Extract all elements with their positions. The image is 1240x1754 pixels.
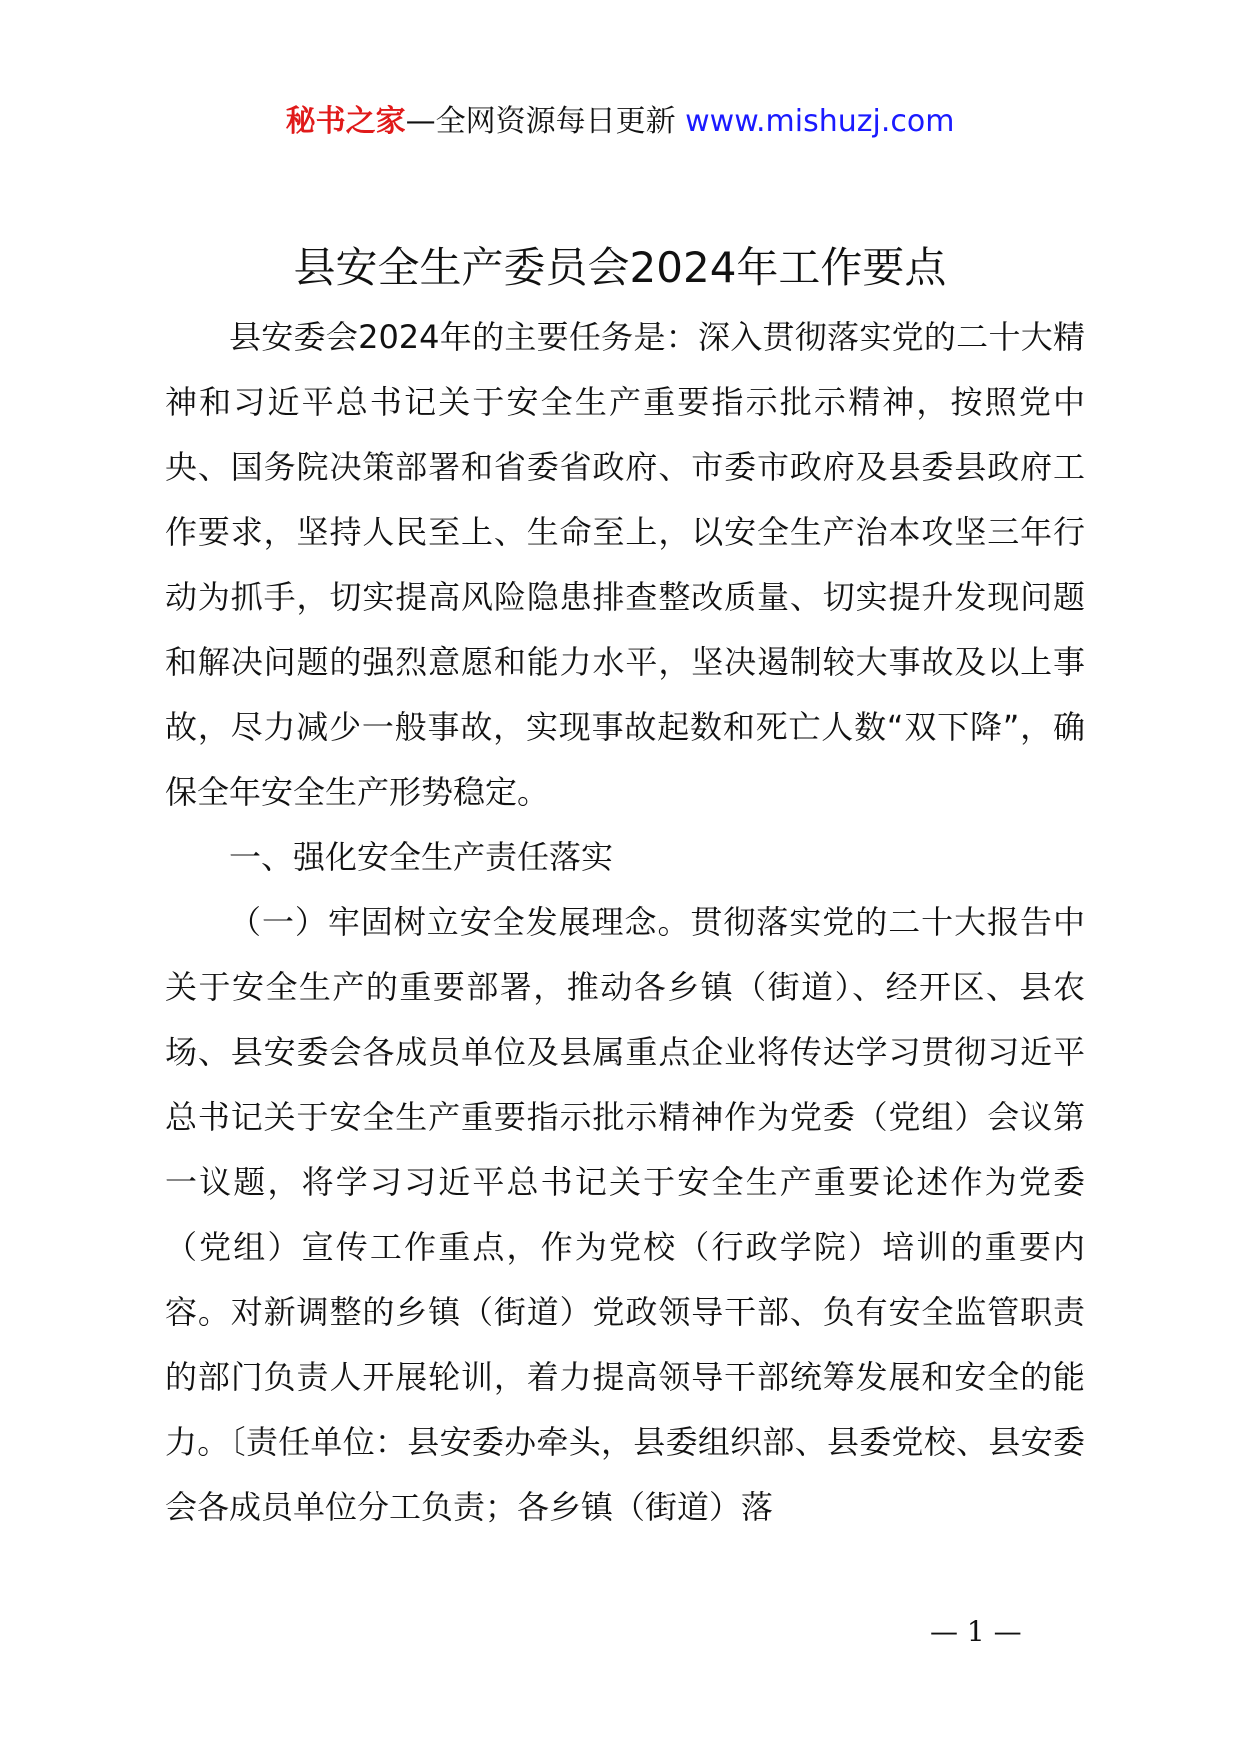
document-title: 县安全生产委员会2024年工作要点 bbox=[293, 243, 947, 292]
site-url-link[interactable]: www.mishuzj.com bbox=[685, 104, 955, 139]
site-brand: 秘书之家 bbox=[285, 104, 406, 139]
section-paragraph: （一）牢固树立安全发展理念。贯彻落实党的二十大报告中关于安全生产的重要部署，推动各乡镇（街道）、经开区、县农场、县安委会各成员单位及县属重点企业将传达学习贯彻习近平总书记关于安全生产重要指示批示精神作为党委（党组）会议第一议题，将学习习近平总书记关于安全生产重要论述作为党委（党组）宣传工作重点，作为党校（行政学院）培训的重要内容。对新调整的乡镇（街道）党政领导干部、负有安全监管职责的部门负责人开展轮训，着力提高领导干部统筹发展和安全的能力。〔责任单位：县安委办牵头，县委组织部、县委党校、县安委会各成员单位分工负责；各乡镇（街道）落 bbox=[165, 903, 1085, 1526]
site-banner bbox=[0, 100, 1240, 144]
document-body bbox=[165, 305, 1085, 1540]
section-heading: 一、强化安全生产责任落实 bbox=[229, 838, 614, 876]
page-number: — 1 — bbox=[930, 1615, 1022, 1648]
site-slogan: —全网资源每日更新 bbox=[405, 104, 686, 139]
intro-paragraph: 县安委会2024年的主要任务是：深入贯彻落实党的二十大精神和习近平总书记关于安全生产重要指示批示精神，按照党中央、国务院决策部署和省委省政府、市委市政府及县委县政府工作要求，坚持人民至上、生命至上，以安全生产治本攻坚三年行动为抓手，切实提高风险隐患排查整改质量、切实提升发现问题和解决问题的强烈意愿和能力水平，坚决遏制较大事故及以上事故，尽力减少一般事故，实现事故起数和死亡人数“双下降”，确保全年安全生产形势稳定。 bbox=[165, 318, 1085, 811]
